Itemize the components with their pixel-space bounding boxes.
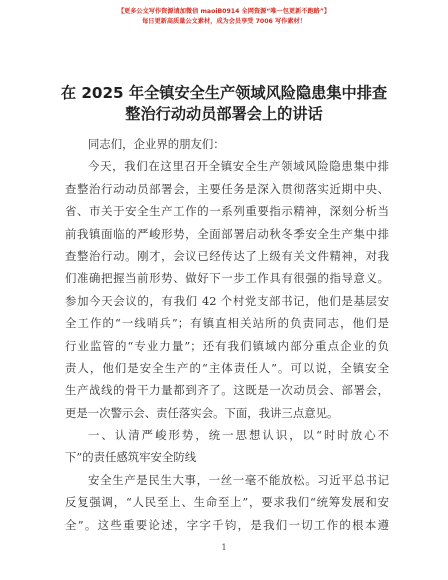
salutation: 同志们，企业界的朋友们： bbox=[88, 137, 225, 151]
document-title bbox=[40, 83, 408, 125]
body-line: 查整治行动动员部署会，主要任务是深入贯彻落实近期中央、 bbox=[65, 181, 389, 196]
section-heading-line: 下”的责任感筑牢安全防线 bbox=[65, 450, 197, 465]
body-line: 反复强调，“人民至上、生命至上”，要求我们“统筹发展和安 bbox=[65, 495, 389, 510]
body-line: 全工作的“一线哨兵”；有镇直相关站所的负责同志，他们是 bbox=[65, 316, 389, 331]
promo-banner-line-1: 【更多公文写作资源请加微信 maoiB0914 全网资源“唯一包更新不跑路”】 bbox=[117, 8, 331, 15]
promo-banner-line-2: 每日更新高质量公文素材，成为会员享受 7006 写作素材！ bbox=[142, 18, 306, 25]
body-line: 行业监管的“专业力量”；还有我们镇域内部分重点企业的负 bbox=[65, 338, 389, 353]
body-line: 安全生产是民生大事，一丝一毫不能放松。习近平总书记 bbox=[88, 472, 389, 487]
title-line-1: 在 2025 年全镇安全生产领域风险隐患集中排查 bbox=[60, 84, 388, 102]
body-line: 省、市关于安全生产工作的一系列重要指示精神，深刻分析当 bbox=[65, 204, 389, 219]
document-body bbox=[65, 133, 389, 536]
body-line: 前我镇面临的严峻形势，全面部署启动秋冬季安全生产集中排 bbox=[65, 226, 389, 241]
body-line: 今天，我们在这里召开全镇安全生产领域风险隐患集中排 bbox=[88, 159, 389, 174]
body-line: 参加今天会议的，有我们 42 个村党支部书记，他们是基层安 bbox=[65, 293, 389, 308]
body-line: 责人，他们是安全生产的“主体责任人”。可以说，全镇安全 bbox=[65, 360, 389, 375]
body-line: 查整治行动。刚才，会议已经传达了上级有关文件精神，对我 bbox=[65, 248, 389, 263]
body-line: 们准确把握当前形势、做好下一步工作具有很强的指导意义。 bbox=[65, 271, 389, 286]
promo-banner bbox=[0, 7, 448, 27]
body-line: 生产战线的骨干力量都到齐了。这既是一次动员会、部署会， bbox=[65, 383, 389, 398]
page-number: 1 bbox=[221, 543, 227, 552]
title-line-2: 整治行动动员部署会上的讲话 bbox=[125, 105, 323, 123]
section-heading-line: 一、认清严峻形势，统一思想认识，以“时时放心不 bbox=[88, 428, 389, 443]
body-line: 更是一次警示会、责任落实会。下面，我讲三点意见。 bbox=[65, 405, 339, 420]
body-line: 全”。这些重要论述，字字千钧，是我们一切工作的根本遵 bbox=[65, 517, 389, 532]
